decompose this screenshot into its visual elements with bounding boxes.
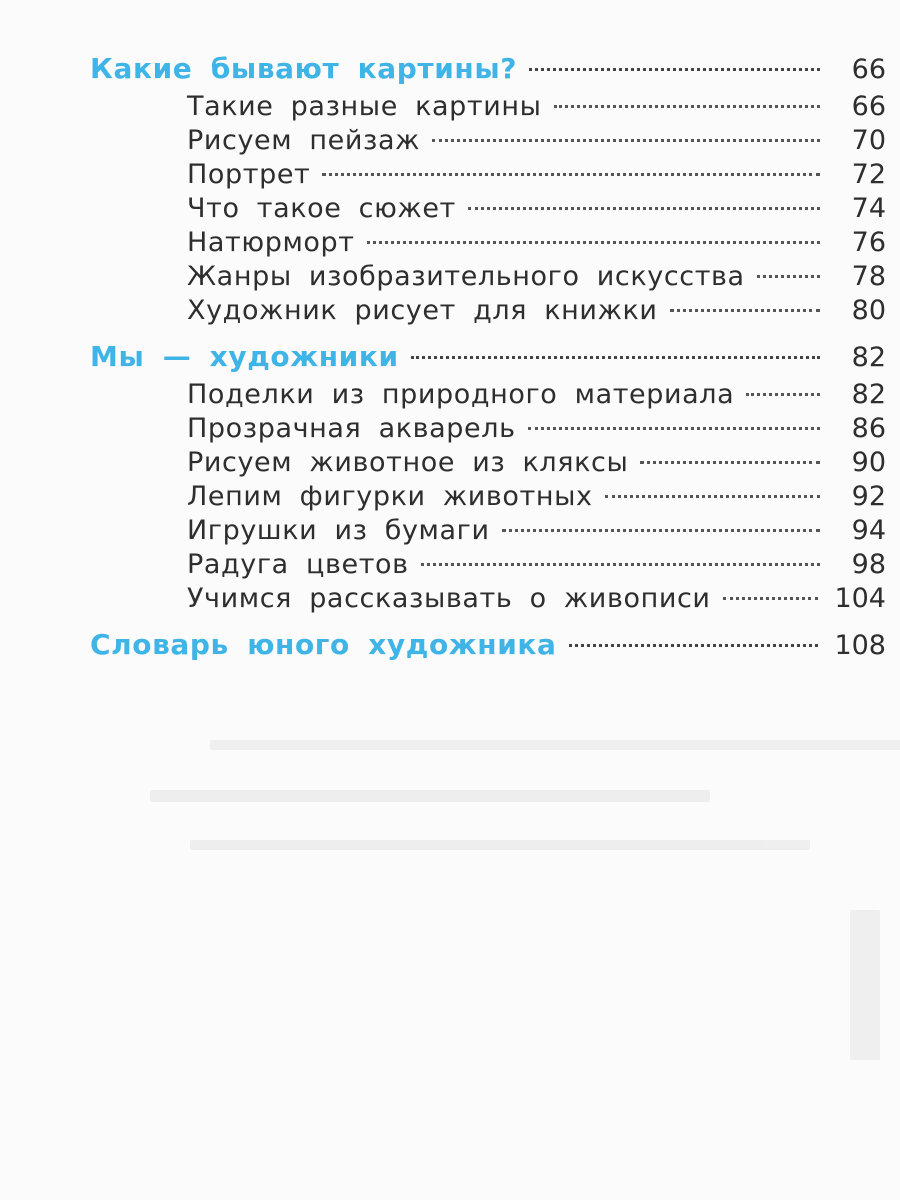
- toc-item-title: Лепим фигурки животных: [187, 481, 593, 512]
- toc-item[interactable]: [0, 548, 900, 582]
- toc-page-number: 80: [851, 295, 886, 326]
- toc-page-number: 86: [851, 413, 886, 444]
- toc-item-title: Рисуем пейзаж: [187, 125, 421, 156]
- leader-dots: [468, 207, 820, 210]
- toc-page-number: 74: [851, 193, 886, 224]
- leader-dots: [367, 241, 820, 244]
- leader-dots: [723, 597, 819, 600]
- leader-dots: [322, 173, 820, 176]
- toc-item[interactable]: [0, 260, 900, 294]
- toc-item-title: Что такое сюжет: [187, 193, 456, 224]
- toc-page-number: 82: [851, 379, 886, 410]
- toc-page-number: 72: [851, 159, 886, 190]
- toc-item-title: Радуга цветов: [187, 549, 409, 580]
- leader-dots: [502, 529, 820, 532]
- toc-item[interactable]: [0, 158, 900, 192]
- toc-item-title: Портрет: [187, 159, 311, 190]
- toc-item-title: Натюрморт: [187, 227, 355, 258]
- toc-section[interactable]: [0, 340, 900, 374]
- leader-dots: [411, 356, 820, 359]
- table-of-contents: [0, 52, 900, 662]
- toc-page-number: 76: [851, 227, 886, 258]
- toc-page-number: 98: [851, 549, 886, 580]
- toc-section[interactable]: [0, 628, 900, 662]
- toc-page-number: 66: [851, 54, 886, 85]
- toc-item[interactable]: [0, 446, 900, 480]
- leader-dots: [605, 495, 820, 498]
- toc-section-title: Словарь юного художника: [90, 628, 557, 661]
- toc-page-number: 104: [834, 583, 886, 614]
- toc-item-title: Поделки из природного материала: [187, 379, 735, 410]
- toc-page-number: 92: [851, 481, 886, 512]
- toc-page-number: 94: [851, 515, 886, 546]
- toc-section-title: Какие бывают картины?: [90, 52, 518, 85]
- toc-item[interactable]: [0, 294, 900, 328]
- leader-dots: [757, 275, 820, 278]
- toc-page-number: 70: [851, 125, 886, 156]
- toc-item[interactable]: [0, 226, 900, 260]
- toc-item[interactable]: [0, 90, 900, 124]
- toc-item-title: Такие разные картины: [187, 91, 542, 122]
- toc-item-title: Рисуем животное из кляксы: [187, 447, 629, 478]
- toc-section-title: Мы — художники: [90, 340, 399, 373]
- leader-dots: [670, 309, 820, 312]
- toc-item[interactable]: [0, 582, 900, 616]
- leader-dots: [432, 139, 820, 142]
- leader-dots: [529, 68, 820, 71]
- toc-page-number: 66: [851, 91, 886, 122]
- leader-dots: [569, 644, 819, 647]
- toc-page-number: 78: [851, 261, 886, 292]
- leader-dots: [640, 461, 820, 464]
- leader-dots: [554, 105, 820, 108]
- leader-dots: [528, 427, 820, 430]
- toc-page-number: 108: [834, 630, 886, 661]
- toc-section[interactable]: [0, 52, 900, 86]
- toc-page-number: 90: [851, 447, 886, 478]
- toc-item[interactable]: [0, 124, 900, 158]
- toc-item-title: Жанры изобразительного искусства: [187, 261, 745, 292]
- show-through-texture: [150, 730, 900, 1130]
- toc-item-title: Художник рисует для книжки: [187, 295, 658, 326]
- toc-item-title: Игрушки из бумаги: [187, 515, 490, 546]
- leader-dots: [746, 393, 820, 396]
- toc-page-number: 82: [851, 342, 886, 373]
- leader-dots: [421, 563, 820, 566]
- toc-item[interactable]: [0, 378, 900, 412]
- toc-item[interactable]: [0, 412, 900, 446]
- toc-item-title: Учимся рассказывать о живописи: [187, 583, 711, 614]
- toc-item[interactable]: [0, 480, 900, 514]
- toc-item[interactable]: [0, 514, 900, 548]
- toc-item-title: Прозрачная акварель: [187, 413, 516, 444]
- toc-item[interactable]: [0, 192, 900, 226]
